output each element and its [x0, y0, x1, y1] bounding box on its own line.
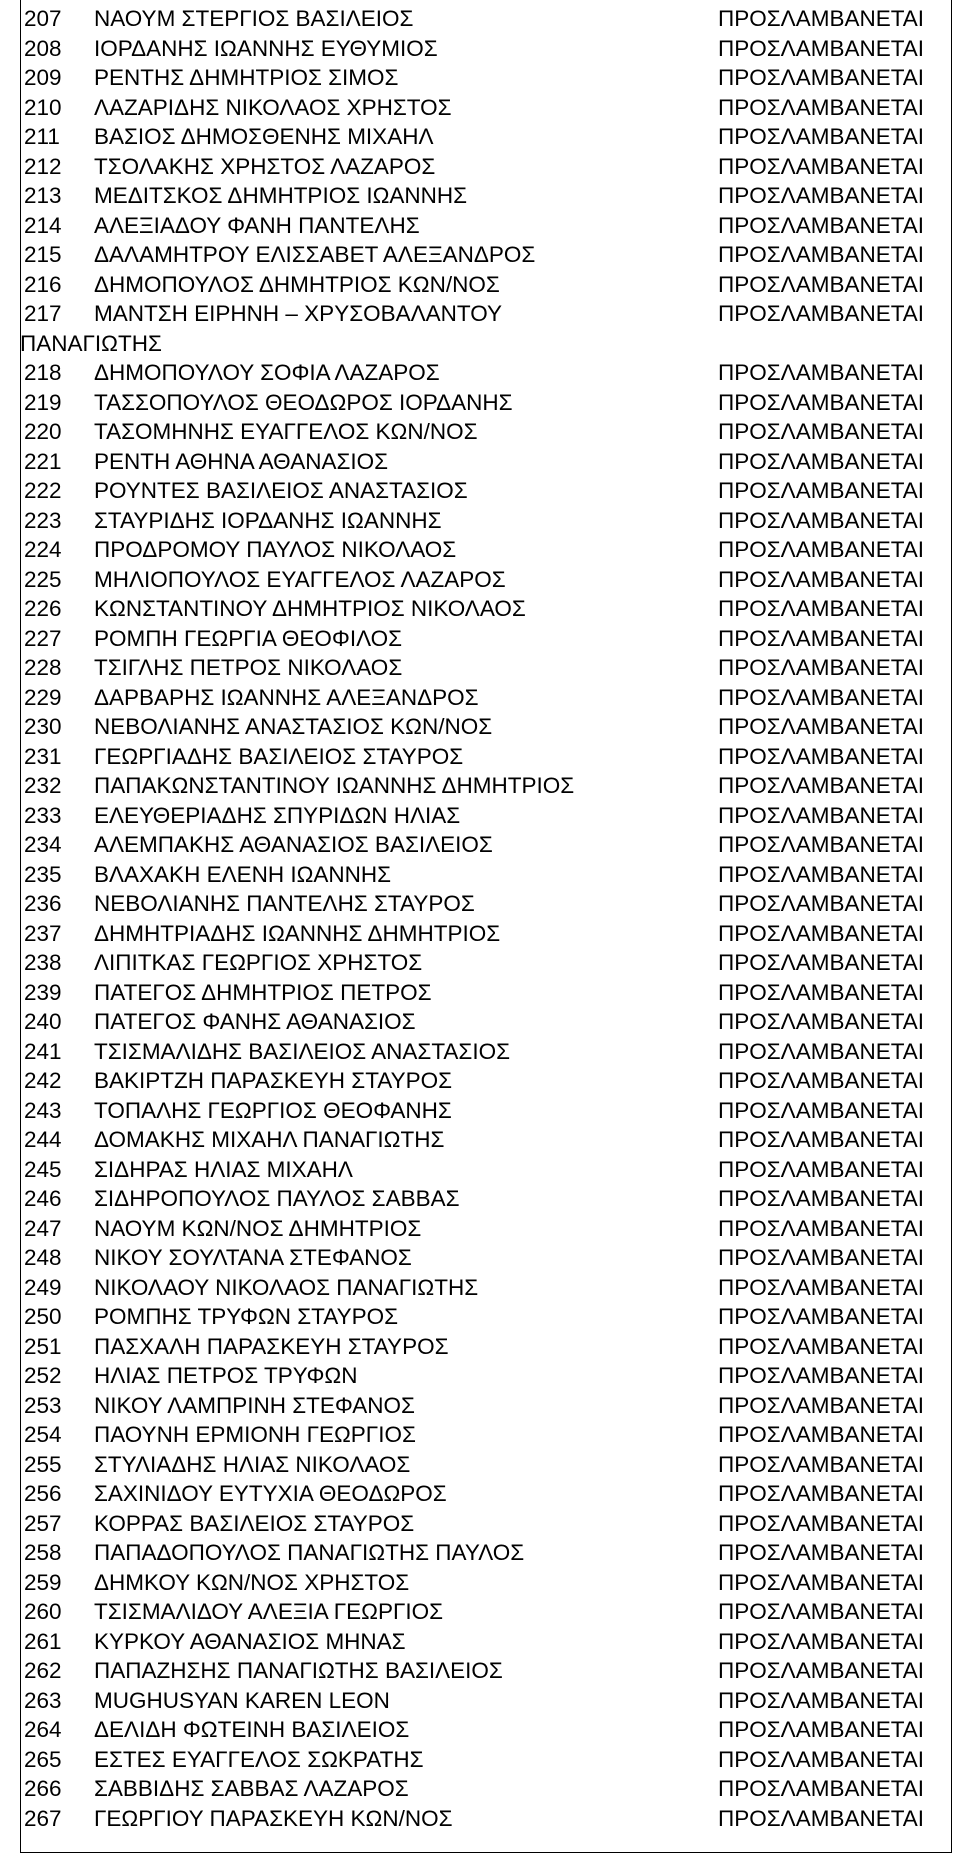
person-name: ΛΙΠΙΤΚΑΣ ΓΕΩΡΓΙΟΣ ΧΡΗΣΤΟΣ — [94, 950, 423, 975]
row-number: 220 — [24, 419, 62, 444]
row-number: 210 — [24, 94, 62, 120]
row-number: 227 — [24, 625, 62, 651]
list-item — [20, 1686, 952, 1716]
person-name: ΔΟΜΑΚΗΣ ΜΙΧΑΗΛ ΠΑΝΑΓΙΩΤΗΣ — [94, 1127, 445, 1152]
person-name: ΔΗΜΚΟΥ ΚΩΝ/ΝΟΣ ΧΡΗΣΤΟΣ — [94, 1569, 410, 1595]
status-text: ΠΡΟΣΛΑΜΒΑΝΕΤΑΙ — [718, 6, 925, 31]
list-item — [20, 1302, 952, 1332]
status-text: ΠΡΟΣΛΑΜΒΑΝΕΤΑΙ — [718, 773, 925, 798]
status-text: ΠΡΟΣΛΑΜΒΑΝΕΤΑΙ — [718, 1481, 925, 1506]
row-number: 216 — [24, 271, 62, 297]
row-number: 244 — [24, 1127, 62, 1152]
status-text: ΠΡΟΣΛΑΜΒΑΝΕΤΑΙ — [718, 301, 925, 326]
person-name: ΒΑΚΙΡΤΖΗ ΠΑΡΑΣΚΕΥΗ ΣΤΑΥΡΟΣ — [94, 1068, 453, 1093]
list-item — [20, 1125, 952, 1155]
person-name: MUGHUSYAN KAREN LEON — [94, 1687, 390, 1713]
status-text: ΠΡΟΣΛΑΜΒΑΝΕΤΑΙ — [718, 861, 925, 887]
status-text: ΠΡΟΣΛΑΜΒΑΝΕΤΑΙ — [718, 1068, 925, 1093]
person-name: ΣΤΑΥΡΙΔΗΣ ΙΟΡΔΑΝΗΣ ΙΩΑΝΝΗΣ — [94, 507, 442, 533]
list-item — [20, 565, 952, 595]
list-item — [20, 978, 952, 1008]
row-number: 214 — [24, 212, 62, 238]
row-number: 264 — [24, 1717, 62, 1742]
person-name: ΣΑΒΒΙΔΗΣ ΣΑΒΒΑΣ ΛΑΖΑΡΟΣ — [94, 1776, 409, 1801]
list-item — [20, 1273, 952, 1303]
status-text: ΠΡΟΣΛΑΜΒΑΝΕΤΑΙ — [718, 684, 925, 710]
status-text: ΠΡΟΣΛΑΜΒΑΝΕΤΑΙ — [718, 242, 925, 267]
person-name: ΙΟΡΔΑΝΗΣ ΙΩΑΝΝΗΣ ΕΥΘΥΜΙΟΣ — [94, 35, 438, 61]
status-text: ΠΡΟΣΛΑΜΒΑΝΕΤΑΙ — [718, 802, 925, 828]
person-name: ΠΑΠΑΖΗΣΗΣ ΠΑΝΑΓΙΩΤΗΣ ΒΑΣΙΛΕΙΟΣ — [94, 1658, 503, 1683]
person-name: ΝΕΒΟΛΙΑΝΗΣ ΑΝΑΣΤΑΣΙΟΣ ΚΩΝ/ΝΟΣ — [94, 714, 493, 739]
row-number: 261 — [24, 1628, 62, 1654]
person-name: ΤΣΟΛΑΚΗΣ ΧΡΗΣΤΟΣ ΛΑΖΑΡΟΣ — [94, 153, 436, 179]
row-number: 258 — [24, 1540, 62, 1565]
list-item — [20, 1007, 952, 1037]
status-text: ΠΡΟΣΛΑΜΒΑΝΕΤΑΙ — [718, 1097, 925, 1123]
row-number: 241 — [24, 1038, 62, 1064]
list-item — [20, 4, 952, 34]
list-item — [20, 1391, 952, 1421]
list-item — [20, 683, 952, 713]
list-item — [20, 1538, 952, 1568]
hiring-list — [20, 4, 952, 1833]
status-text: ΠΡΟΣΛΑΜΒΑΝΕΤΑΙ — [718, 1127, 925, 1152]
person-name: ΝΑΟΥΜ ΚΩΝ/ΝΟΣ ΔΗΜΗΤΡΙΟΣ — [94, 1215, 422, 1241]
status-text: ΠΡΟΣΛΑΜΒΑΝΕΤΑΙ — [718, 1451, 925, 1477]
status-text: ΠΡΟΣΛΑΜΒΑΝΕΤΑΙ — [718, 655, 925, 680]
status-text: ΠΡΟΣΛΑΜΒΑΝΕΤΑΙ — [718, 478, 925, 503]
row-number: 221 — [24, 448, 62, 474]
row-number: 236 — [24, 891, 62, 916]
person-name: ΒΛΑΧΑΚΗ ΕΛΕΝΗ ΙΩΑΝΝΗΣ — [94, 861, 392, 887]
list-item — [20, 181, 952, 211]
row-number: 267 — [24, 1805, 62, 1831]
row-number: 222 — [24, 478, 62, 503]
person-name: ΒΑΣΙΟΣ ΔΗΜΟΣΘΕΝΗΣ ΜΙΧΑΗΛ — [94, 124, 434, 149]
row-number: 265 — [24, 1746, 62, 1772]
status-text: ΠΡΟΣΛΑΜΒΑΝΕΤΑΙ — [718, 1038, 925, 1064]
person-name: ΡΟΥΝΤΕΣ ΒΑΣΙΛΕΙΟΣ ΑΝΑΣΤΑΣΙΟΣ — [94, 478, 468, 503]
status-text: ΠΡΟΣΛΑΜΒΑΝΕΤΑΙ — [718, 1510, 925, 1536]
list-item — [20, 122, 952, 152]
list-item — [20, 742, 952, 772]
row-number: 266 — [24, 1776, 62, 1801]
list-item — [20, 801, 952, 831]
list-item — [20, 240, 952, 270]
person-name: ΤΑΣΟΜΗΝΗΣ ΕΥΑΓΓΕΛΟΣ ΚΩΝ/ΝΟΣ — [94, 419, 478, 444]
row-number: 226 — [24, 596, 62, 621]
status-text: ΠΡΟΣΛΑΜΒΑΝΕΤΑΙ — [718, 419, 925, 444]
status-text: ΠΡΟΣΛΑΜΒΑΝΕΤΑΙ — [718, 625, 925, 651]
status-text: ΠΡΟΣΛΑΜΒΑΝΕΤΑΙ — [718, 1009, 925, 1034]
person-name: ΔΗΜΗΤΡΙΑΔΗΣ ΙΩΑΝΝΗΣ ΔΗΜΗΤΡΙΟΣ — [94, 920, 501, 946]
row-number: 211 — [24, 124, 60, 149]
person-name: ΤΣΙΣΜΑΛΙΔΟΥ ΑΛΕΞΙΑ ΓΕΩΡΓΙΟΣ — [94, 1599, 444, 1624]
status-text: ΠΡΟΣΛΑΜΒΑΝΕΤΑΙ — [718, 920, 925, 946]
status-text: ΠΡΟΣΛΑΜΒΑΝΕΤΑΙ — [718, 1333, 925, 1359]
person-name: ΝΙΚΟΥ ΛΑΜΠΡΙΝΗ ΣΤΕΦΑΝΟΣ — [94, 1392, 415, 1418]
status-text: ΠΡΟΣΛΑΜΒΑΝΕΤΑΙ — [718, 950, 925, 975]
status-text: ΠΡΟΣΛΑΜΒΑΝΕΤΑΙ — [718, 714, 925, 739]
person-name: ΑΛΕΞΙΑΔΟΥ ΦΑΝΗ ΠΑΝΤΕΛΗΣ — [94, 212, 420, 238]
list-item — [20, 1568, 952, 1598]
list-item — [20, 1774, 952, 1804]
list-item — [20, 1037, 952, 1067]
status-text: ΠΡΟΣΛΑΜΒΑΝΕΤΑΙ — [718, 1215, 925, 1241]
row-number: 212 — [24, 153, 62, 179]
row-number: 242 — [24, 1068, 62, 1093]
person-name: ΝΙΚΟΥ ΣΟΥΛΤΑΝΑ ΣΤΕΦΑΝΟΣ — [94, 1245, 412, 1270]
row-number: 238 — [24, 950, 62, 975]
list-item — [20, 1155, 952, 1185]
row-number: 218 — [24, 360, 62, 385]
status-text: ΠΡΟΣΛΑΜΒΑΝΕΤΑΙ — [718, 1540, 925, 1565]
row-number: 250 — [24, 1304, 62, 1329]
person-name: ΤΟΠΑΛΗΣ ΓΕΩΡΓΙΟΣ ΘΕΟΦΑΝΗΣ — [94, 1097, 452, 1123]
list-item — [20, 1332, 952, 1362]
status-text: ΠΡΟΣΛΑΜΒΑΝΕΤΑΙ — [718, 507, 925, 533]
row-number: 254 — [24, 1422, 62, 1447]
person-name: ΠΑΤΕΓΟΣ ΦΑΝΗΣ ΑΘΑΝΑΣΙΟΣ — [94, 1009, 416, 1034]
status-text: ΠΡΟΣΛΑΜΒΑΝΕΤΑΙ — [718, 1186, 925, 1211]
row-number: 235 — [24, 861, 62, 887]
person-name: ΤΣΙΣΜΑΛΙΔΗΣ ΒΑΣΙΛΕΙΟΣ ΑΝΑΣΤΑΣΙΟΣ — [94, 1038, 510, 1064]
person-name: ΜΗΛΙΟΠΟΥΛΟΣ ΕΥΑΓΓΕΛΟΣ ΛΑΖΑΡΟΣ — [94, 566, 506, 592]
list-item — [20, 1096, 952, 1126]
person-name: ΠΑΣΧΑΛΗ ΠΑΡΑΣΚΕΥΗ ΣΤΑΥΡΟΣ — [94, 1333, 449, 1359]
status-text: ΠΡΟΣΛΑΜΒΑΝΕΤΑΙ — [718, 1628, 925, 1654]
person-name: ΔΗΜΟΠΟΥΛΟΣ ΔΗΜΗΤΡΙΟΣ ΚΩΝ/ΝΟΣ — [94, 271, 500, 297]
row-number: 223 — [24, 507, 62, 533]
list-item — [20, 63, 952, 93]
status-text: ΠΡΟΣΛΑΜΒΑΝΕΤΑΙ — [718, 537, 925, 562]
person-name: ΝΙΚΟΛΑΟΥ ΝΙΚΟΛΑΟΣ ΠΑΝΑΓΙΩΤΗΣ — [94, 1274, 479, 1300]
person-name: ΠΑΠΑΔΟΠΟΥΛΟΣ ΠΑΝΑΓΙΩΤΗΣ ΠΑΥΛΟΣ — [94, 1540, 525, 1565]
status-text: ΠΡΟΣΛΑΜΒΑΝΕΤΑΙ — [718, 1805, 925, 1831]
status-text: ΠΡΟΣΛΑΜΒΑΝΕΤΑΙ — [718, 1569, 925, 1595]
list-item — [20, 594, 952, 624]
row-number: 215 — [24, 242, 62, 267]
row-number: 207 — [24, 6, 62, 31]
row-number: 259 — [24, 1569, 62, 1595]
row-number: 219 — [24, 389, 62, 415]
person-name: ΔΑΡΒΑΡΗΣ ΙΩΑΝΝΗΣ ΑΛΕΞΑΝΔΡΟΣ — [94, 684, 479, 710]
list-item — [20, 948, 952, 978]
person-name: ΔΕΛΙΔΗ ΦΩΤΕΙΝΗ ΒΑΣΙΛΕΙΟΣ — [94, 1717, 410, 1742]
list-item — [20, 417, 952, 447]
person-name: ΡΟΜΠΗ ΓΕΩΡΓΙΑ ΘΕΟΦΙΛΟΣ — [94, 625, 403, 651]
row-number: 263 — [24, 1687, 62, 1713]
person-name: ΚΩΝΣΤΑΝΤΙΝΟΥ ΔΗΜΗΤΡΙΟΣ ΝΙΚΟΛΑΟΣ — [94, 596, 526, 621]
status-text: ΠΡΟΣΛΑΜΒΑΝΕΤΑΙ — [718, 1363, 925, 1388]
row-number: 225 — [24, 566, 62, 592]
status-text: ΠΡΟΣΛΑΜΒΑΝΕΤΑΙ — [718, 389, 925, 415]
person-name: ΠΑΠΑΚΩΝΣΤΑΝΤΙΝΟΥ ΙΩΑΝΝΗΣ ΔΗΜΗΤΡΙΟΣ — [94, 773, 575, 798]
row-number: 257 — [24, 1510, 62, 1536]
list-item — [20, 388, 952, 418]
status-text: ΠΡΟΣΛΑΜΒΑΝΕΤΑΙ — [718, 360, 925, 385]
person-name: ΝΕΒΟΛΙΑΝΗΣ ΠΑΝΤΕΛΗΣ ΣΤΑΥΡΟΣ — [94, 891, 475, 916]
person-name: ΗΛΙΑΣ ΠΕΤΡΟΣ ΤΡΥΦΩΝ — [94, 1363, 358, 1388]
list-item — [20, 1627, 952, 1657]
status-text: ΠΡΟΣΛΑΜΒΑΝΕΤΑΙ — [718, 1776, 925, 1801]
status-text: ΠΡΟΣΛΑΜΒΑΝΕΤΑΙ — [718, 596, 925, 621]
person-name: ΠΡΟΔΡΟΜΟΥ ΠΑΥΛΟΣ ΝΙΚΟΛΑΟΣ — [94, 537, 457, 562]
person-name: ΜΕΔΙΤΣΚΟΣ ΔΗΜΗΤΡΙΟΣ ΙΩΑΝΝΗΣ — [94, 183, 468, 208]
row-number: 213 — [24, 183, 62, 208]
status-text: ΠΡΟΣΛΑΜΒΑΝΕΤΑΙ — [718, 183, 925, 208]
person-name: ΝΑΟΥΜ ΣΤΕΡΓΙΟΣ ΒΑΣΙΛΕΙΟΣ — [94, 6, 414, 31]
row-number: 249 — [24, 1274, 62, 1300]
status-text: ΠΡΟΣΛΑΜΒΑΝΕΤΑΙ — [718, 124, 925, 149]
list-item — [20, 1450, 952, 1480]
person-name: ΡΟΜΠΗΣ ΤΡΥΦΩΝ ΣΤΑΥΡΟΣ — [94, 1304, 399, 1329]
status-text: ΠΡΟΣΛΑΜΒΑΝΕΤΑΙ — [718, 1422, 925, 1447]
person-name: ΓΕΩΡΓΙΟΥ ΠΑΡΑΣΚΕΥΗ ΚΩΝ/ΝΟΣ — [94, 1805, 453, 1831]
list-item — [20, 270, 952, 300]
list-item — [20, 447, 952, 477]
status-text: ΠΡΟΣΛΑΜΒΑΝΕΤΑΙ — [718, 212, 925, 238]
status-text: ΠΡΟΣΛΑΜΒΑΝΕΤΑΙ — [718, 1746, 925, 1772]
status-text: ΠΡΟΣΛΑΜΒΑΝΕΤΑΙ — [718, 1717, 925, 1742]
row-number: 237 — [24, 920, 62, 946]
list-item — [20, 1479, 952, 1509]
status-text: ΠΡΟΣΛΑΜΒΑΝΕΤΑΙ — [718, 65, 925, 90]
person-name: ΚΥΡΚΟΥ ΑΘΑΝΑΣΙΟΣ ΜΗΝΑΣ — [94, 1628, 406, 1654]
row-number: 208 — [24, 35, 62, 61]
row-number: 246 — [24, 1186, 62, 1211]
row-number: 217 — [24, 301, 62, 326]
person-name-continuation: ΠΑΝΑΓΙΩΤΗΣ — [20, 330, 162, 356]
status-text: ΠΡΟΣΛΑΜΒΑΝΕΤΑΙ — [718, 1274, 925, 1300]
row-number: 231 — [24, 743, 62, 769]
list-item — [20, 1420, 952, 1450]
person-name: ΜΑΝΤΣΗ ΕΙΡΗΝΗ – ΧΡΥΣΟΒΑΛΑΝΤΟΥ — [94, 301, 503, 326]
status-text: ΠΡΟΣΛΑΜΒΑΝΕΤΑΙ — [718, 1687, 925, 1713]
list-item — [20, 771, 952, 801]
row-number: 239 — [24, 979, 62, 1005]
status-text: ΠΡΟΣΛΑΜΒΑΝΕΤΑΙ — [718, 1392, 925, 1418]
list-item — [20, 1214, 952, 1244]
person-name: ΔΗΜΟΠΟΥΛΟΥ ΣΟΦΙΑ ΛΑΖΑΡΟΣ — [94, 360, 440, 385]
list-item — [20, 358, 952, 388]
person-name: ΕΛΕΥΘΕΡΙΑΔΗΣ ΣΠΥΡΙΔΩΝ ΗΛΙΑΣ — [94, 802, 461, 828]
row-number: 262 — [24, 1658, 62, 1683]
list-item — [20, 93, 952, 123]
row-number: 247 — [24, 1215, 62, 1241]
row-number: 243 — [24, 1097, 62, 1123]
list-item — [20, 889, 952, 919]
person-name: ΠΑΤΕΓΟΣ ΔΗΜΗΤΡΙΟΣ ΠΕΤΡΟΣ — [94, 979, 432, 1005]
row-number: 229 — [24, 684, 62, 710]
status-text: ΠΡΟΣΛΑΜΒΑΝΕΤΑΙ — [718, 1304, 925, 1329]
person-name: ΓΕΩΡΓΙΑΔΗΣ ΒΑΣΙΛΕΙΟΣ ΣΤΑΥΡΟΣ — [94, 743, 464, 769]
person-name: ΡΕΝΤΗΣ ΔΗΜΗΤΡΙΟΣ ΣΙΜΟΣ — [94, 65, 399, 90]
row-number: 233 — [24, 802, 62, 828]
person-name: ΡΕΝΤΗ ΑΘΗΝΑ ΑΘΑΝΑΣΙΟΣ — [94, 448, 389, 474]
list-item — [20, 919, 952, 949]
status-text: ΠΡΟΣΛΑΜΒΑΝΕΤΑΙ — [718, 271, 925, 297]
list-item — [20, 1656, 952, 1686]
list-item — [20, 653, 952, 683]
row-number: 209 — [24, 65, 62, 90]
list-item — [20, 624, 952, 654]
list-item — [20, 1804, 952, 1834]
list-item — [20, 1715, 952, 1745]
person-name: ΛΑΖΑΡΙΔΗΣ ΝΙΚΟΛΑΟΣ ΧΡΗΣΤΟΣ — [94, 94, 452, 120]
list-item — [20, 1597, 952, 1627]
list-item — [20, 1745, 952, 1775]
status-text: ΠΡΟΣΛΑΜΒΑΝΕΤΑΙ — [718, 891, 925, 916]
person-name: ΔΑΛΑΜΗΤΡΟΥ ΕΛΙΣΣΑΒΕΤ ΑΛΕΞΑΝΔΡΟΣ — [94, 242, 536, 267]
list-item — [20, 34, 952, 64]
status-text: ΠΡΟΣΛΑΜΒΑΝΕΤΑΙ — [718, 832, 925, 857]
list-item — [20, 860, 952, 890]
list-item — [20, 476, 952, 506]
row-number: 248 — [24, 1245, 62, 1270]
row-number: 224 — [24, 537, 62, 562]
status-text: ΠΡΟΣΛΑΜΒΑΝΕΤΑΙ — [718, 566, 925, 592]
person-name: ΠΑΟΥΝΗ ΕΡΜΙΟΝΗ ΓΕΩΡΓΙΟΣ — [94, 1422, 416, 1447]
status-text: ΠΡΟΣΛΑΜΒΑΝΕΤΑΙ — [718, 1245, 925, 1270]
status-text: ΠΡΟΣΛΑΜΒΑΝΕΤΑΙ — [718, 448, 925, 474]
list-item — [20, 299, 952, 358]
list-item — [20, 535, 952, 565]
row-number: 228 — [24, 655, 62, 680]
list-item — [20, 506, 952, 536]
status-text: ΠΡΟΣΛΑΜΒΑΝΕΤΑΙ — [718, 1658, 925, 1683]
list-item — [20, 152, 952, 182]
row-number: 245 — [24, 1156, 62, 1182]
row-number: 255 — [24, 1451, 62, 1477]
status-text: ΠΡΟΣΛΑΜΒΑΝΕΤΑΙ — [718, 743, 925, 769]
list-item — [20, 1509, 952, 1539]
row-number: 230 — [24, 714, 62, 739]
row-number: 260 — [24, 1599, 62, 1624]
status-text: ΠΡΟΣΛΑΜΒΑΝΕΤΑΙ — [718, 153, 925, 179]
row-number: 251 — [24, 1333, 62, 1359]
person-name: ΣΙΔΗΡΑΣ ΗΛΙΑΣ ΜΙΧΑΗΛ — [94, 1156, 353, 1182]
person-name: ΤΣΙΓΛΗΣ ΠΕΤΡΟΣ ΝΙΚΟΛΑΟΣ — [94, 655, 403, 680]
row-number: 252 — [24, 1363, 62, 1388]
list-item — [20, 712, 952, 742]
status-text: ΠΡΟΣΛΑΜΒΑΝΕΤΑΙ — [718, 94, 925, 120]
person-name: ΣΤΥΛΙΑΔΗΣ ΗΛΙΑΣ ΝΙΚΟΛΑΟΣ — [94, 1451, 411, 1477]
status-text: ΠΡΟΣΛΑΜΒΑΝΕΤΑΙ — [718, 35, 925, 61]
person-name: ΑΛΕΜΠΑΚΗΣ ΑΘΑΝΑΣΙΟΣ ΒΑΣΙΛΕΙΟΣ — [94, 832, 493, 857]
list-item — [20, 830, 952, 860]
list-item — [20, 1066, 952, 1096]
status-text: ΠΡΟΣΛΑΜΒΑΝΕΤΑΙ — [718, 1156, 925, 1182]
list-item — [20, 1184, 952, 1214]
person-name: ΤΑΣΣΟΠΟΥΛΟΣ ΘΕΟΔΩΡΟΣ ΙΟΡΔΑΝΗΣ — [94, 389, 513, 415]
list-item — [20, 1361, 952, 1391]
row-number: 256 — [24, 1481, 62, 1506]
status-text: ΠΡΟΣΛΑΜΒΑΝΕΤΑΙ — [718, 1599, 925, 1624]
list-item — [20, 211, 952, 241]
row-number: 234 — [24, 832, 62, 857]
status-text: ΠΡΟΣΛΑΜΒΑΝΕΤΑΙ — [718, 979, 925, 1005]
person-name: ΣΙΔΗΡΟΠΟΥΛΟΣ ΠΑΥΛΟΣ ΣΑΒΒΑΣ — [94, 1186, 460, 1211]
person-name: ΚΟΡΡΑΣ ΒΑΣΙΛΕΙΟΣ ΣΤΑΥΡΟΣ — [94, 1510, 415, 1536]
row-number: 232 — [24, 773, 62, 798]
person-name: ΣΑΧΙΝΙΔΟΥ ΕΥΤΥΧΙΑ ΘΕΟΔΩΡΟΣ — [94, 1481, 447, 1506]
person-name: ΕΣΤΕΣ ΕΥΑΓΓΕΛΟΣ ΣΩΚΡΑΤΗΣ — [94, 1746, 424, 1772]
row-number: 253 — [24, 1392, 62, 1418]
list-item — [20, 1243, 952, 1273]
row-number: 240 — [24, 1009, 62, 1034]
